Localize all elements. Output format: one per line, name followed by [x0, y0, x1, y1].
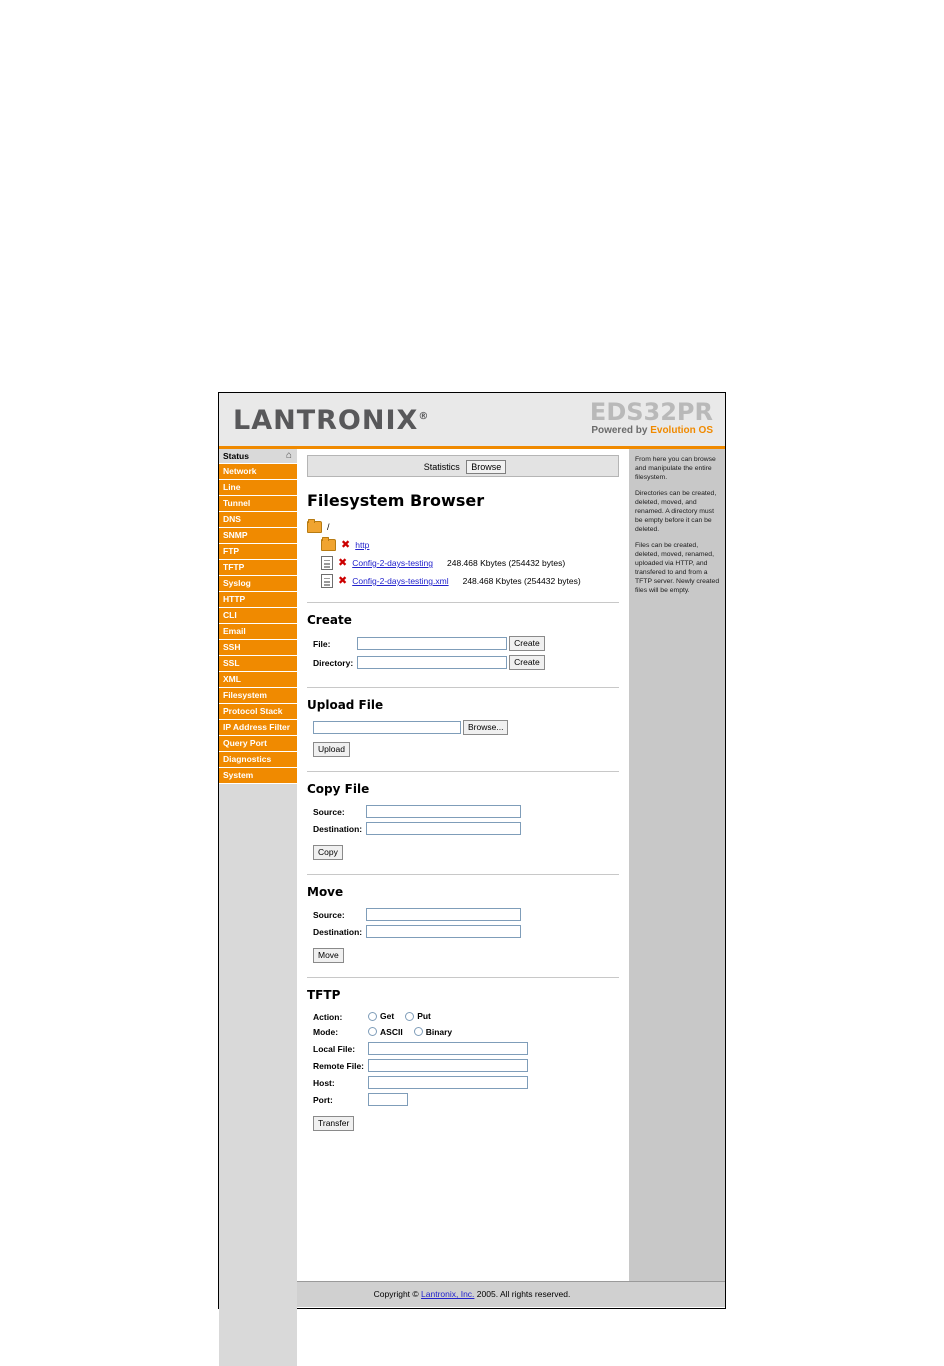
home-icon[interactable]: ⌂	[285, 450, 292, 461]
tftp-mode-label: Mode:	[313, 1027, 339, 1038]
tftp-local-file-input[interactable]	[368, 1042, 528, 1055]
tftp-port-row	[313, 1092, 530, 1109]
sidebar-item-syslog[interactable]	[219, 576, 297, 592]
sidebar-item-cli[interactable]	[219, 608, 297, 624]
move-destination-label: Destination:	[313, 926, 363, 937]
sidebar-item-label: System	[223, 770, 254, 780]
sidebar-item-dns[interactable]	[219, 512, 297, 528]
delete-icon[interactable]: ✖	[338, 574, 348, 587]
create-form	[313, 635, 547, 673]
transfer-button[interactable]: Transfer	[313, 1116, 354, 1131]
tftp-action-put-label: Put	[417, 1011, 431, 1021]
create-file-label: File:	[313, 638, 331, 649]
sidebar-item-label: CLI	[223, 610, 237, 620]
page-body	[219, 449, 725, 1281]
device-web-ui	[218, 392, 726, 1309]
sidebar-item-label: Filesystem	[223, 690, 267, 700]
move-heading: Move	[307, 885, 344, 899]
delete-icon[interactable]: ✖	[338, 556, 348, 569]
tftp-host-input-cell	[368, 1075, 530, 1092]
sidebar-item-email[interactable]	[219, 624, 297, 640]
directory-link[interactable]: http	[355, 540, 370, 550]
tftp-action-get-label: Get	[380, 1011, 395, 1021]
file-icon	[321, 574, 333, 588]
sidebar-item-label: Network	[223, 466, 257, 476]
move-destination-input-cell	[366, 924, 523, 941]
device-model-name: EDS32PR	[589, 398, 713, 426]
sidebar-nav	[219, 449, 297, 1281]
copyright-suffix: 2005. All rights reserved.	[474, 1289, 571, 1299]
tftp-button-row	[313, 1113, 619, 1145]
logo-registered-mark: ®	[418, 411, 430, 422]
company-link[interactable]: Lantronix, Inc.	[421, 1289, 475, 1299]
powered-by-os: Evolution OS	[650, 425, 713, 436]
create-directory-button[interactable]: Create	[509, 655, 545, 670]
sidebar-item-system[interactable]	[219, 768, 297, 784]
device-model-block	[590, 399, 713, 437]
sidebar-item-query-port[interactable]	[219, 736, 297, 752]
copy-source-label: Source:	[313, 806, 345, 817]
tftp-mode-row	[313, 1026, 530, 1042]
sidebar-item-label: DNS	[223, 514, 241, 524]
tftp-local-file-row	[313, 1041, 530, 1058]
help-paragraph: Directories can be created, deleted, moved, and renamed. A directory must be empty before it can be deleted.	[635, 490, 717, 533]
divider	[307, 771, 619, 772]
tftp-action-put-radio[interactable]	[405, 1012, 414, 1021]
list-item	[307, 556, 619, 570]
tftp-mode-binary-radio[interactable]	[414, 1027, 423, 1036]
tftp-action-options-cell	[368, 1010, 530, 1026]
page-header	[219, 393, 725, 449]
filesystem-root-row	[307, 520, 619, 534]
sidebar-item-label: SSL	[223, 658, 240, 668]
create-file-input[interactable]	[357, 637, 507, 650]
sidebar-item-ssh[interactable]	[219, 640, 297, 656]
copy-source-input-cell	[366, 804, 523, 821]
create-directory-input-cell	[357, 654, 509, 673]
tftp-action-get-radio[interactable]	[368, 1012, 377, 1021]
tftp-remote-file-row	[313, 1058, 530, 1075]
tftp-remote-file-input[interactable]	[368, 1059, 528, 1072]
delete-icon[interactable]: ✖	[341, 538, 351, 551]
help-pane	[629, 449, 725, 1281]
tftp-local-file-label: Local File:	[313, 1043, 356, 1054]
sidebar-item-tftp[interactable]	[219, 560, 297, 576]
tab-browse[interactable]: Browse	[466, 460, 506, 474]
sidebar-item-label: Query Port	[223, 738, 267, 748]
sidebar-item-snmp[interactable]	[219, 528, 297, 544]
move-destination-row	[313, 924, 523, 941]
move-source-input[interactable]	[366, 908, 521, 921]
tab-bar	[307, 455, 619, 477]
upload-button-row	[313, 739, 619, 757]
sidebar-item-ip-address-filter[interactable]	[219, 720, 297, 736]
browse-button[interactable]: Browse...	[463, 720, 508, 735]
tftp-host-row	[313, 1075, 530, 1092]
copy-button-row	[313, 842, 619, 860]
sidebar-item-diagnostics[interactable]	[219, 752, 297, 768]
upload-button[interactable]: Upload	[313, 742, 350, 757]
page-title: Filesystem Browser	[307, 491, 485, 510]
divider	[307, 977, 619, 978]
sidebar-item-label: Tunnel	[223, 498, 251, 508]
filesystem-list	[307, 520, 619, 588]
sidebar-item-label: FTP	[223, 546, 240, 556]
tftp-heading: TFTP	[307, 988, 341, 1002]
divider	[307, 687, 619, 688]
sidebar-item-label: IP Address Filter	[223, 722, 291, 732]
tab-statistics[interactable]: Statistics	[423, 462, 460, 472]
upload-file-row	[313, 720, 619, 735]
create-file-button-cell	[509, 635, 547, 654]
file-icon	[321, 556, 333, 570]
copy-heading: Copy File	[307, 782, 370, 796]
sidebar-item-label: Status	[223, 451, 249, 461]
sidebar-item-label: Protocol Stack	[223, 706, 283, 716]
tftp-form	[313, 1010, 530, 1109]
folder-icon	[321, 539, 336, 551]
sidebar-item-label: HTTP	[223, 594, 246, 604]
copy-destination-input-cell	[366, 821, 523, 838]
sidebar-item-network[interactable]	[219, 464, 297, 480]
sidebar-item-http[interactable]	[219, 592, 297, 608]
divider	[307, 874, 619, 875]
create-directory-button-cell	[509, 654, 547, 673]
sidebar-item-protocol-stack[interactable]	[219, 704, 297, 720]
sidebar-item-line[interactable]	[219, 480, 297, 496]
sidebar-item-label: Email	[223, 626, 246, 636]
tftp-local-file-input-cell	[368, 1041, 530, 1058]
help-paragraph: Files can be created, deleted, moved, renamed, uploaded via HTTP, and transfered to and from a TFTP server. Newly created files will be empty.	[635, 542, 720, 594]
file-link[interactable]: Config-2-days-testing.xml	[352, 576, 449, 586]
file-link[interactable]: Config-2-days-testing	[352, 558, 434, 568]
help-paragraph: From here you can browse and manipulate the entire filesystem.	[635, 456, 716, 481]
file-size: 248.468 Kbytes (254432 bytes)	[447, 558, 566, 568]
tftp-remote-file-input-cell	[368, 1058, 530, 1075]
move-form	[313, 907, 523, 941]
move-destination-input[interactable]	[366, 925, 521, 938]
create-file-button[interactable]: Create	[509, 636, 545, 651]
sidebar-item-xml[interactable]	[219, 672, 297, 688]
tftp-action-row	[313, 1010, 530, 1026]
copy-destination-label: Destination:	[313, 823, 363, 834]
move-button-row	[313, 945, 619, 963]
sidebar-item-tunnel[interactable]	[219, 496, 297, 512]
create-heading: Create	[307, 613, 352, 627]
copy-source-input[interactable]	[366, 805, 521, 818]
folder-icon	[307, 521, 322, 533]
tftp-action-label: Action:	[313, 1011, 343, 1022]
sidebar-item-status[interactable]	[219, 449, 297, 464]
upload-form	[313, 720, 619, 757]
create-directory-row	[313, 654, 547, 673]
sidebar-item-label: Line	[223, 482, 241, 492]
divider	[307, 602, 619, 603]
upload-path-input[interactable]	[313, 721, 461, 734]
list-item	[307, 538, 619, 552]
copy-destination-row	[313, 821, 523, 838]
sidebar-item-ssl[interactable]	[219, 656, 297, 672]
powered-by-text	[590, 425, 713, 437]
tftp-port-input-cell	[368, 1092, 530, 1109]
tftp-remote-file-label: Remote File:	[313, 1060, 365, 1071]
move-source-label: Source:	[313, 909, 345, 920]
sidebar-item-label: Diagnostics	[223, 754, 272, 764]
create-file-input-cell	[357, 635, 509, 654]
logo-text: LANTRONIX	[233, 405, 419, 436]
move-button[interactable]: Move	[313, 948, 344, 963]
tftp-host-label: Host:	[313, 1077, 335, 1088]
copy-form	[313, 804, 523, 838]
create-directory-input[interactable]	[357, 656, 507, 669]
sidebar-item-label: TFTP	[223, 562, 245, 572]
upload-heading: Upload File	[307, 698, 384, 712]
list-item	[307, 574, 619, 588]
copyright-prefix: Copyright ©	[373, 1289, 422, 1299]
create-file-row	[313, 635, 547, 654]
move-source-row	[313, 907, 523, 924]
tftp-host-input[interactable]	[368, 1076, 528, 1089]
create-directory-label: Directory:	[313, 657, 354, 668]
powered-by-prefix: Powered by	[591, 425, 651, 436]
copy-source-row	[313, 804, 523, 821]
tftp-port-label: Port:	[313, 1094, 333, 1105]
tftp-port-input[interactable]	[368, 1093, 408, 1106]
sidebar-item-filesystem[interactable]	[219, 688, 297, 704]
tftp-mode-ascii-label: ASCII	[380, 1026, 403, 1037]
tftp-mode-ascii-radio[interactable]	[368, 1027, 377, 1036]
copy-destination-input[interactable]	[366, 822, 521, 835]
sidebar-item-label: SNMP	[223, 530, 248, 540]
sidebar-item-label: SSH	[223, 642, 241, 652]
main-content	[297, 449, 629, 1281]
tftp-mode-binary-label: Binary	[425, 1026, 453, 1037]
move-source-input-cell	[366, 907, 523, 924]
copy-button[interactable]: Copy	[313, 845, 343, 860]
root-path-label: /	[327, 522, 330, 532]
sidebar-item-label: XML	[223, 674, 241, 684]
lantronix-logo	[233, 405, 429, 436]
sidebar-item-ftp[interactable]	[219, 544, 297, 560]
tftp-mode-options-cell	[368, 1026, 530, 1042]
sidebar-item-label: Syslog	[223, 578, 251, 588]
file-size: 248.468 Kbytes (254432 bytes)	[462, 576, 581, 586]
sidebar-filler	[219, 784, 297, 1366]
